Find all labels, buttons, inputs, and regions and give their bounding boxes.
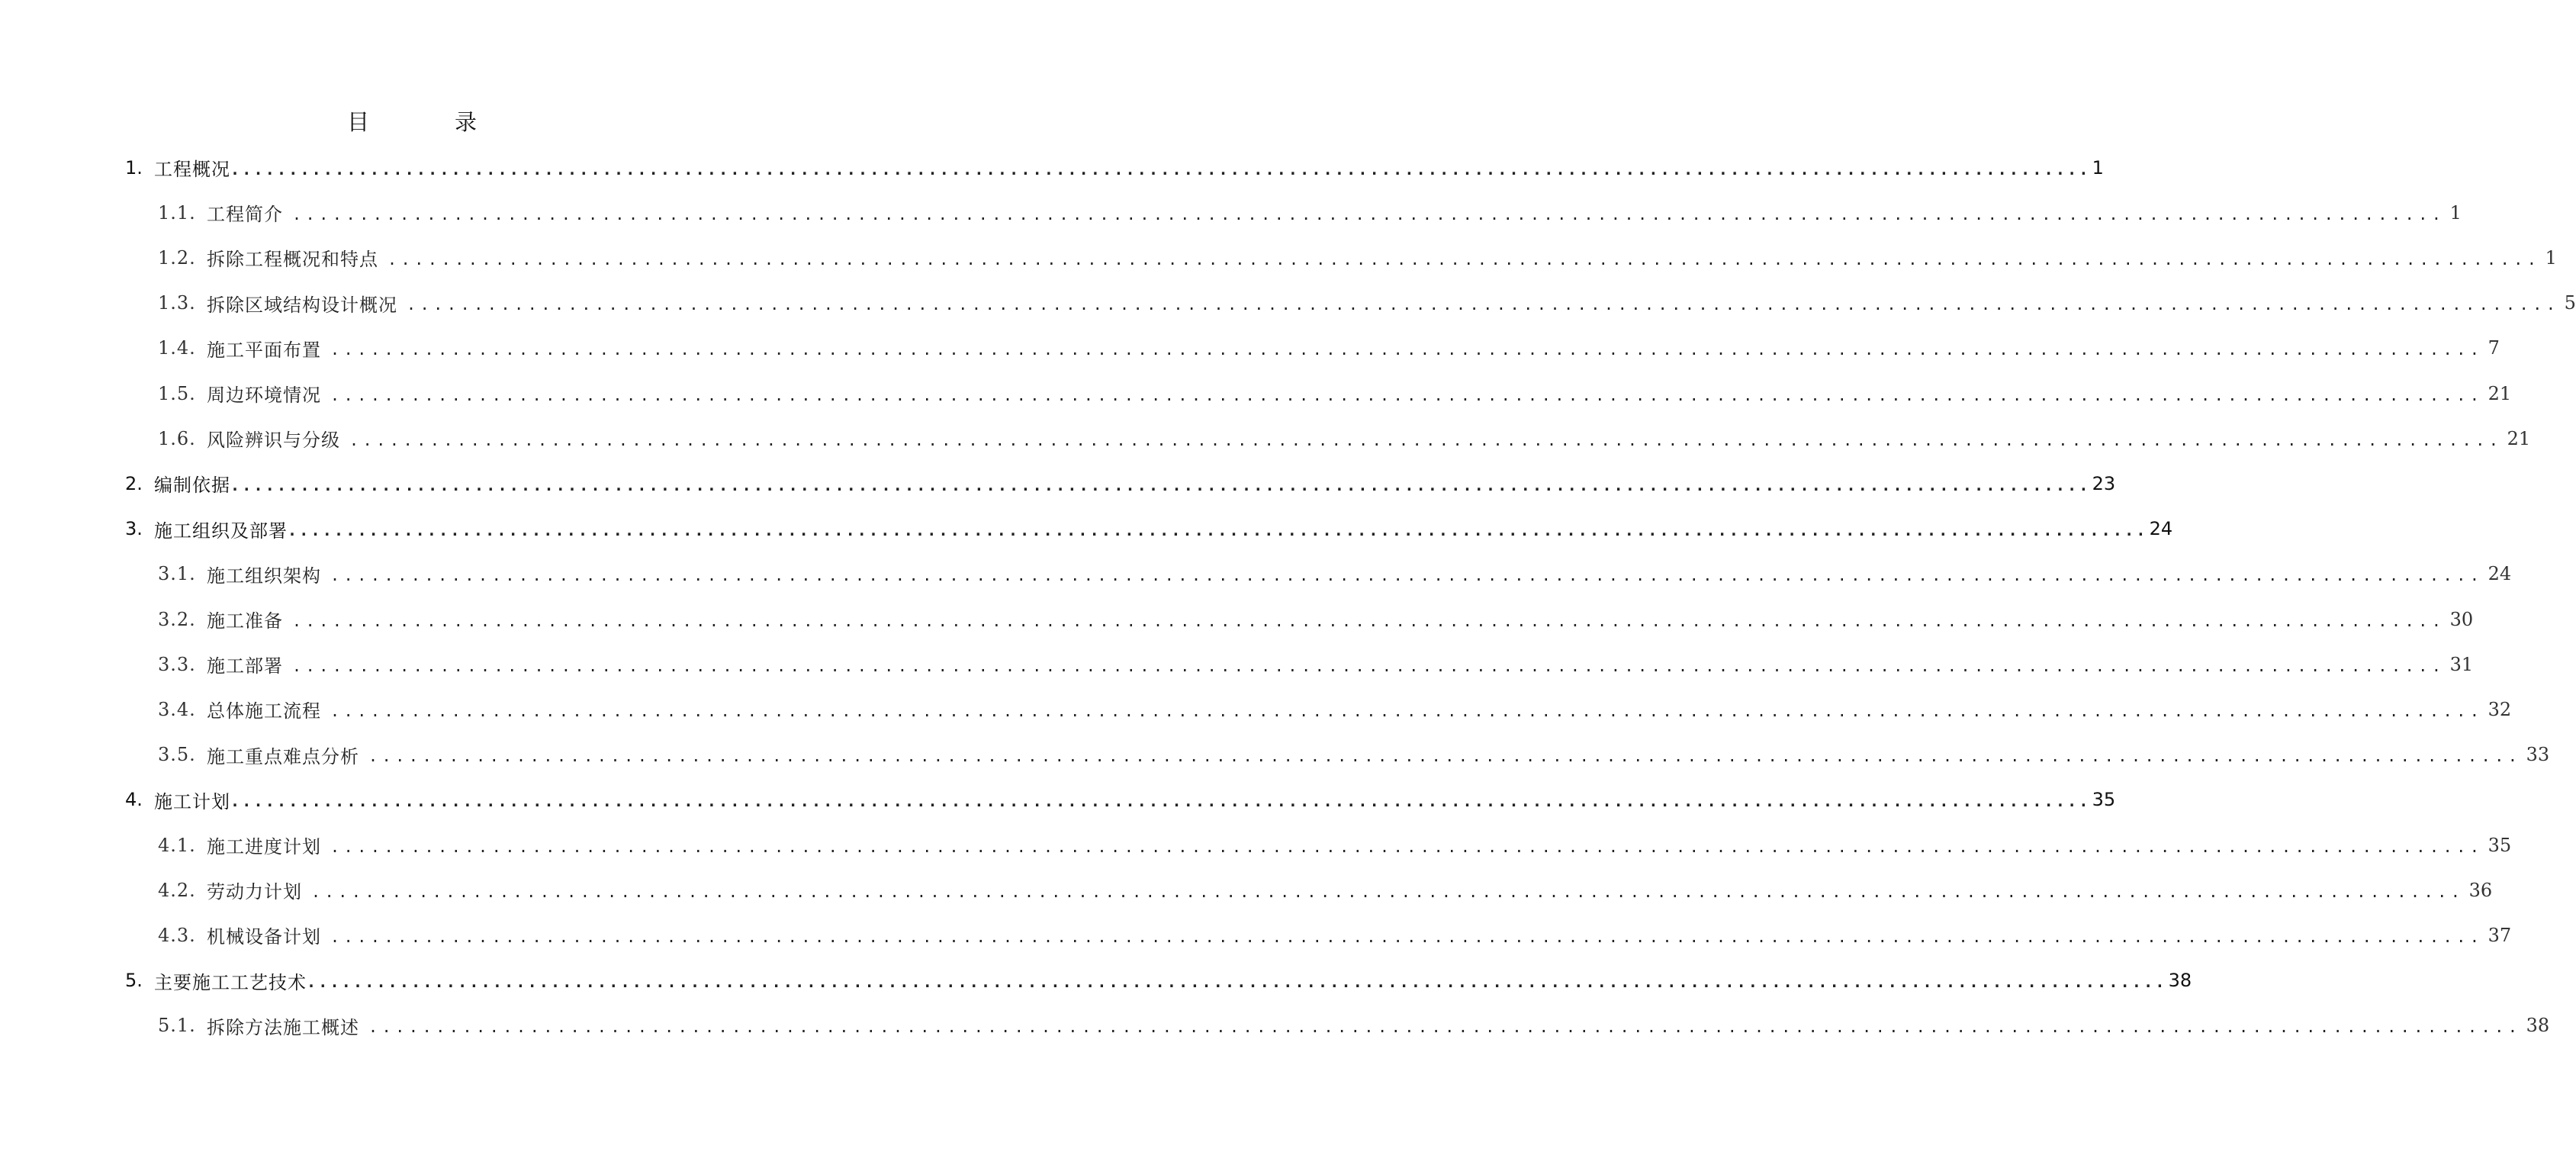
toc-entry-number: 1.6. <box>158 427 196 449</box>
toc-page-number: 31 <box>2449 653 2474 675</box>
toc-entry-number: 3.2. <box>158 608 196 630</box>
toc-chapter-entry[interactable] <box>125 958 2192 1003</box>
toc-page-number: 21 <box>2507 427 2531 449</box>
toc-entry-number: 3.4. <box>158 698 196 720</box>
toc-page-number: 23 <box>2092 472 2116 494</box>
toc-title-char-2: 录 <box>455 109 478 135</box>
toc-entry-number: 1.1. <box>158 201 196 224</box>
toc-title <box>0 105 824 137</box>
toc-entry-title: 施工组织架构 <box>207 565 321 587</box>
toc-entry-number: 4.1. <box>158 834 196 856</box>
toc-entry-title: 机械设备计划 <box>207 926 321 948</box>
toc-entry-number: 5.1. <box>158 1015 196 1037</box>
toc-entry-number: 4. <box>125 789 143 811</box>
toc-section-entry[interactable] <box>158 912 2512 957</box>
toc-dot-leader: ................................................................................................................................................................ <box>368 747 2522 766</box>
toc-page-number: 35 <box>2488 834 2512 856</box>
toc-entry-title: 施工部署 <box>207 655 283 677</box>
toc-page-number: 37 <box>2488 924 2512 946</box>
toc-dot-leader: ................................................................................................................................................................ <box>292 611 2446 630</box>
toc-entry-title: 施工重点难点分析 <box>207 745 359 768</box>
toc-dot-leader: ................................................................................................................................................................ <box>288 521 2148 540</box>
toc-page-number: 7 <box>2488 337 2500 359</box>
toc-chapter-entry[interactable] <box>125 777 2116 822</box>
toc-entry-title: 拆除方法施工概述 <box>207 1016 359 1038</box>
toc-dot-leader: ................................................................................................................................................................ <box>292 656 2446 675</box>
toc-entry-number: 1.5. <box>158 382 196 404</box>
toc-entry-title: 施工组织及部署 <box>154 520 288 542</box>
toc-page-number: 1 <box>2092 156 2104 179</box>
toc-dot-leader: ................................................................................................................................................................ <box>349 430 2503 449</box>
toc-section-entry[interactable] <box>158 732 2550 777</box>
toc-chapter-entry[interactable] <box>125 461 2116 506</box>
toc-page-number: 5 <box>2564 292 2576 314</box>
toc-entry-number: 5. <box>125 970 143 992</box>
toc-dot-leader: ................................................................................................................................................................ <box>407 295 2560 314</box>
toc-dot-leader: ................................................................................................................................................................ <box>307 973 2167 992</box>
toc-entry-title: 编制依据 <box>154 475 230 497</box>
toc-page-number: 24 <box>2488 563 2512 585</box>
toc-entry-number: 3.3. <box>158 653 196 675</box>
toc-section-entry[interactable] <box>158 190 2462 235</box>
toc-dot-leader: ................................................................................................................................................................ <box>330 927 2484 946</box>
toc-dot-leader: ................................................................................................................................................................ <box>230 475 2091 494</box>
toc-section-entry[interactable] <box>158 597 2474 642</box>
toc-page-number: 38 <box>2168 970 2192 992</box>
toc-dot-leader: ................................................................................................................................................................ <box>230 792 2091 811</box>
toc-entry-number: 2. <box>125 472 143 494</box>
toc-page-number: 1 <box>2449 201 2462 224</box>
toc-entry-number: 4.3. <box>158 924 196 946</box>
toc-dot-leader: ................................................................................................................................................................ <box>230 159 2091 179</box>
toc-page-number: 1 <box>2545 246 2557 269</box>
toc-entry-number: 1.3. <box>158 292 196 314</box>
toc-page-number: 24 <box>2149 518 2173 540</box>
toc-section-entry[interactable] <box>158 552 2512 597</box>
toc-entry-number: 1.2. <box>158 246 196 269</box>
toc-page-number: 35 <box>2092 789 2116 811</box>
toc-section-entry[interactable] <box>158 235 2557 280</box>
toc-section-entry[interactable] <box>158 416 2531 461</box>
toc-chapter-entry[interactable] <box>125 507 2173 552</box>
toc-entry-title: 工程概况 <box>154 159 230 180</box>
toc-entry-title: 施工进度计划 <box>207 836 321 858</box>
toc-section-entry[interactable] <box>158 371 2512 416</box>
toc-entry-title: 主要施工工艺技术 <box>154 971 307 993</box>
toc-entry-title: 拆除工程概况和特点 <box>207 249 378 271</box>
toc-entry-title: 风险辨识与分级 <box>207 430 340 452</box>
toc-page-number: 32 <box>2488 698 2512 720</box>
toc-dot-leader: ................................................................................................................................................................ <box>330 837 2484 856</box>
toc-section-entry[interactable] <box>158 822 2512 867</box>
toc-dot-leader: ................................................................................................................................................................ <box>388 249 2541 269</box>
toc-entry-title: 总体施工流程 <box>207 700 321 722</box>
toc-section-entry[interactable] <box>158 642 2474 687</box>
toc-page-number: 21 <box>2488 382 2512 404</box>
toc-entry-number: 4.2. <box>158 879 196 901</box>
toc-section-entry[interactable] <box>158 281 2576 326</box>
toc-entry-number: 3.5. <box>158 744 196 766</box>
toc-page-number: 36 <box>2468 879 2493 901</box>
toc-title-char-1: 目 <box>346 109 369 135</box>
toc-entry-number: 1. <box>125 156 143 179</box>
toc-page-number: 33 <box>2526 744 2550 766</box>
toc-section-entry[interactable] <box>158 687 2512 732</box>
toc-entry-title: 周边环境情况 <box>207 385 321 406</box>
toc-section-entry[interactable] <box>158 867 2493 912</box>
toc-dot-leader: ................................................................................................................................................................ <box>330 701 2484 720</box>
toc-entry-title: 劳动力计划 <box>207 881 302 903</box>
toc-page-number: 38 <box>2526 1015 2550 1037</box>
toc-entry-title: 施工平面布置 <box>207 339 321 361</box>
toc-dot-leader: ................................................................................................................................................................ <box>330 340 2484 359</box>
toc-entry-title: 拆除区域结构设计概况 <box>207 294 397 316</box>
toc-entry-number: 3. <box>125 518 143 540</box>
toc-section-entry[interactable] <box>158 326 2500 371</box>
toc-dot-leader: ................................................................................................................................................................ <box>330 385 2484 404</box>
toc-section-entry[interactable] <box>158 1003 2550 1048</box>
toc-entry-number: 3.1. <box>158 563 196 585</box>
toc-page-number: 30 <box>2449 608 2474 630</box>
toc-chapter-entry[interactable] <box>125 145 2104 190</box>
toc-dot-leader: ................................................................................................................................................................ <box>368 1018 2522 1037</box>
toc-entry-number: 1.4. <box>158 337 196 359</box>
toc-entry-title: 施工计划 <box>154 790 230 813</box>
toc-dot-leader: ................................................................................................................................................................ <box>292 204 2446 224</box>
toc-entry-title: 工程简介 <box>207 204 283 226</box>
toc-dot-leader: ................................................................................................................................................................ <box>311 882 2465 901</box>
toc-dot-leader: ................................................................................................................................................................ <box>330 566 2484 585</box>
toc-entry-title: 施工准备 <box>207 610 283 632</box>
